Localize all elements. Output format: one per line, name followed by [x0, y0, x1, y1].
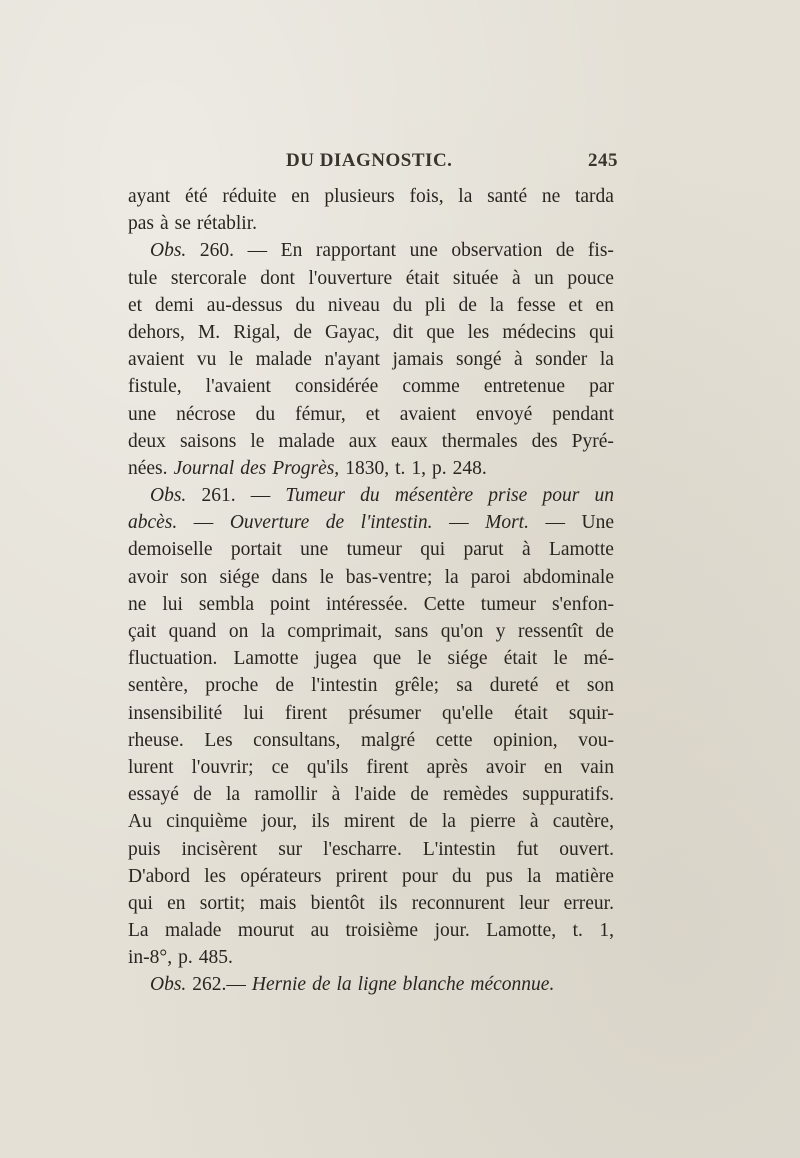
- word: prise: [488, 485, 528, 507]
- word: ils: [311, 811, 330, 833]
- word: intéressée.: [326, 593, 408, 615]
- word: tumeur: [346, 539, 402, 561]
- word: dans: [271, 566, 308, 588]
- word: Obs.: [150, 974, 187, 996]
- word: En: [280, 240, 303, 262]
- word: t.: [572, 920, 583, 942]
- word: fesse: [516, 294, 556, 316]
- word: au: [310, 920, 330, 942]
- word: malgré: [360, 729, 416, 751]
- word: rheuse.: [128, 729, 184, 751]
- word: rétablir.: [196, 213, 258, 235]
- text-line: [128, 319, 614, 346]
- word: cautère,: [552, 811, 614, 833]
- word: Tumeur: [285, 485, 345, 507]
- word: suppuratifs.: [522, 784, 614, 806]
- word: située: [452, 267, 499, 289]
- word: méconnue.: [470, 974, 555, 996]
- word: la: [444, 566, 459, 588]
- word: Ouverture: [229, 512, 310, 534]
- word: consultans,: [253, 729, 341, 751]
- word: bas-ventre;: [345, 566, 433, 588]
- word: qui: [420, 539, 446, 561]
- word: sur: [278, 838, 303, 860]
- word: de: [312, 974, 331, 996]
- word: n'ayant: [324, 349, 380, 371]
- word: aux: [348, 430, 377, 452]
- word: paroi: [470, 566, 511, 588]
- word: L'intestin: [422, 838, 496, 860]
- word: qui: [128, 892, 153, 914]
- word: —: [545, 512, 565, 534]
- word: quand: [168, 621, 217, 642]
- word: abdominale: [523, 566, 614, 588]
- word: l'intestin.: [360, 512, 433, 534]
- word: siége: [219, 566, 260, 588]
- word: Obs.: [150, 485, 187, 507]
- word: le: [417, 648, 432, 670]
- word: et: [365, 403, 380, 425]
- word: dehors,: [128, 321, 185, 343]
- word: Au: [128, 811, 152, 833]
- word: remèdes: [443, 784, 509, 806]
- word: été: [184, 186, 208, 207]
- word: du: [255, 403, 276, 425]
- word: point: [270, 593, 311, 615]
- word: parut: [463, 539, 504, 561]
- word: considérée: [294, 376, 379, 398]
- word: blanche: [402, 974, 465, 996]
- word: de: [275, 675, 294, 697]
- word: firent: [285, 702, 328, 724]
- word: t.: [395, 457, 406, 479]
- text-line: [128, 265, 614, 292]
- word: songé: [455, 349, 502, 371]
- word: vou-: [578, 729, 614, 751]
- word: en: [167, 892, 186, 914]
- word: Gayac,: [324, 321, 380, 343]
- text-line: [128, 944, 614, 971]
- word: lui: [243, 702, 264, 724]
- text-line: [128, 482, 614, 509]
- word: cette: [435, 729, 473, 751]
- word: le: [228, 349, 244, 371]
- word: avaient: [399, 403, 457, 425]
- text-line: [128, 536, 614, 563]
- word: Lamotte,: [486, 920, 557, 942]
- word: de: [193, 784, 212, 806]
- word: dit: [392, 321, 414, 343]
- text-line: [128, 727, 614, 754]
- word: à: [160, 213, 169, 235]
- word: par: [589, 376, 614, 398]
- word: Une: [581, 512, 614, 534]
- word: 261.: [201, 485, 236, 507]
- word: eaux: [390, 430, 428, 452]
- word: erreur.: [563, 892, 614, 914]
- word: la: [336, 974, 352, 996]
- word: matière: [555, 865, 614, 887]
- word: troisième: [345, 920, 419, 942]
- word: 1830,: [345, 457, 390, 479]
- word: comme: [402, 376, 460, 398]
- text-line: [128, 754, 614, 781]
- word: cinquième: [166, 811, 248, 833]
- word: présumer: [348, 702, 421, 724]
- word: de: [458, 294, 477, 316]
- word: demi: [154, 294, 194, 316]
- word: avaient: [128, 349, 185, 371]
- word: l'avaient: [205, 376, 271, 398]
- word: proche: [205, 675, 259, 697]
- word: La: [128, 920, 149, 942]
- word: une: [128, 403, 157, 425]
- word: la: [226, 784, 241, 806]
- word: fémur,: [295, 403, 346, 425]
- word: stercorale: [170, 267, 247, 289]
- word: à: [529, 811, 539, 833]
- word: deux: [128, 430, 166, 452]
- word: des: [531, 430, 558, 452]
- word: l'ouverture: [308, 267, 393, 289]
- word: du: [392, 294, 413, 316]
- word: saisons: [179, 430, 237, 452]
- word: 262.—: [192, 974, 246, 996]
- word: mirent: [344, 811, 395, 833]
- word: nées.: [128, 457, 168, 479]
- word: D'abord: [128, 865, 190, 887]
- word: mésentère: [394, 485, 474, 507]
- word: fis-: [587, 240, 614, 262]
- text-line: [128, 455, 614, 482]
- word: M.: [197, 321, 221, 343]
- word: ils: [379, 892, 398, 914]
- word: Les: [204, 729, 233, 751]
- word: jour,: [261, 811, 298, 833]
- word: et: [568, 294, 583, 316]
- word: demoiselle: [128, 539, 213, 561]
- word: fistule,: [128, 376, 182, 398]
- word: son: [180, 566, 208, 588]
- word: qu'elle: [441, 702, 494, 724]
- word: tumeur: [480, 593, 537, 615]
- word: la: [260, 621, 275, 642]
- word: sa: [456, 675, 473, 697]
- word: —: [247, 240, 268, 262]
- word: malade: [278, 430, 335, 452]
- word: après: [426, 756, 468, 778]
- word: avoir: [128, 566, 169, 588]
- word: mourut: [237, 920, 295, 942]
- word: Pyré-: [571, 430, 614, 452]
- text-line: [128, 971, 614, 998]
- word: sentère,: [128, 675, 189, 697]
- word: l'ouvrir;: [191, 756, 254, 778]
- word: fluctuation.: [128, 648, 218, 670]
- word: reconnurent: [411, 892, 505, 914]
- text-line: [128, 917, 614, 944]
- word: le: [319, 566, 334, 588]
- word: la: [599, 349, 614, 371]
- word: et: [555, 675, 570, 697]
- word: —: [193, 512, 214, 534]
- word: 1,: [599, 920, 614, 942]
- word: on: [228, 621, 249, 642]
- word: portait: [230, 539, 282, 561]
- text-line: [128, 618, 614, 645]
- word: s'enfon-: [551, 593, 614, 615]
- word: que: [426, 321, 455, 343]
- word: la: [527, 865, 542, 887]
- word: Hernie: [251, 974, 307, 996]
- text-line: [128, 401, 614, 428]
- text-line: [128, 700, 614, 727]
- word: qu'on: [440, 621, 484, 642]
- word: une: [409, 240, 438, 262]
- text-line: [128, 808, 614, 835]
- word: dureté: [489, 675, 539, 697]
- word: qui: [589, 321, 614, 343]
- word: pierre: [470, 811, 516, 833]
- word: du: [451, 865, 472, 887]
- word: thermales: [441, 430, 518, 452]
- word: rapportant: [315, 240, 397, 262]
- word: l'escharre.: [323, 838, 402, 860]
- word: 485.: [198, 947, 233, 969]
- word: observation: [451, 240, 543, 262]
- word: pouce: [567, 267, 614, 289]
- word: avoir: [485, 756, 526, 778]
- word: ne: [541, 186, 561, 207]
- word: malade: [165, 920, 222, 942]
- word: p.: [431, 457, 447, 479]
- word: en: [543, 756, 563, 778]
- word: les: [467, 321, 490, 343]
- body-text: [128, 183, 614, 999]
- word: çait: [128, 621, 157, 642]
- word: en: [291, 186, 310, 207]
- word: sembla: [198, 593, 255, 615]
- word: envoyé: [475, 403, 533, 425]
- word: entretenue: [483, 376, 566, 398]
- text-line: [128, 890, 614, 917]
- word: au-dessus: [206, 294, 283, 316]
- word: à: [521, 539, 531, 561]
- word: leur: [519, 892, 550, 914]
- running-header: [128, 150, 618, 178]
- word: des: [240, 457, 267, 479]
- word: de: [293, 321, 312, 343]
- text-line: [128, 836, 614, 863]
- word: vu: [196, 349, 217, 371]
- word: vain: [580, 756, 614, 778]
- word: pus: [485, 865, 513, 887]
- word: se: [174, 213, 191, 235]
- word: Lamotte: [548, 539, 614, 561]
- word: pendant: [552, 403, 614, 425]
- text-line: [128, 373, 614, 400]
- word: l'aide: [354, 784, 397, 806]
- word: pour: [401, 865, 438, 887]
- word: réduite: [222, 186, 277, 207]
- word: lurent: [128, 756, 174, 778]
- word: de: [325, 512, 345, 534]
- word: 248.: [452, 457, 487, 479]
- word: bientôt: [310, 892, 365, 914]
- page-number: 245: [588, 150, 618, 171]
- text-line: [128, 672, 614, 699]
- word: y: [495, 621, 506, 642]
- word: à: [331, 784, 341, 806]
- word: la: [489, 294, 504, 316]
- word: lui: [162, 593, 183, 615]
- word: de: [409, 811, 428, 833]
- text-line: [128, 781, 614, 808]
- word: son: [586, 675, 614, 697]
- word: de: [410, 784, 429, 806]
- word: à: [514, 349, 523, 371]
- word: 1,: [411, 457, 426, 479]
- word: de: [595, 621, 614, 642]
- text-line: [128, 509, 614, 536]
- word: in-8°,: [128, 947, 173, 969]
- word: opérateurs: [240, 865, 322, 887]
- word: le: [250, 430, 265, 452]
- word: firent: [366, 756, 409, 778]
- word: puis: [128, 838, 161, 860]
- word: sonder: [535, 349, 588, 371]
- word: jamais: [392, 349, 444, 371]
- word: était: [503, 648, 538, 670]
- word: 260.: [199, 240, 234, 262]
- word: l'intestin: [311, 675, 378, 697]
- word: Obs.: [150, 240, 187, 262]
- word: nécrose: [176, 403, 236, 425]
- word: —: [250, 485, 271, 507]
- running-title: DU DIAGNOSTIC.: [286, 150, 453, 171]
- word: siége: [447, 648, 488, 670]
- text-line: [128, 237, 614, 264]
- word: et: [128, 294, 143, 316]
- word: mais: [259, 892, 297, 914]
- word: ouvert.: [559, 838, 614, 860]
- text-line: [128, 292, 614, 319]
- word: sortit;: [199, 892, 246, 914]
- word: malade: [255, 349, 312, 371]
- word: la: [441, 811, 456, 833]
- word: un: [534, 267, 554, 289]
- word: p.: [178, 947, 193, 969]
- word: santé: [487, 186, 528, 207]
- text-line: [128, 183, 614, 210]
- word: Lamotte: [233, 648, 299, 670]
- word: qu'ils: [306, 756, 349, 778]
- word: comprimait,: [287, 621, 383, 642]
- word: —: [449, 512, 469, 534]
- word: Mort.: [485, 512, 529, 534]
- word: du: [360, 485, 380, 507]
- word: tule: [128, 267, 158, 289]
- word: un: [594, 485, 614, 507]
- word: du: [295, 294, 315, 316]
- word: ressentît: [518, 621, 584, 642]
- word: prirent: [335, 865, 388, 887]
- word: pas: [128, 213, 154, 235]
- word: grêle;: [394, 675, 440, 697]
- text-line: [128, 346, 614, 373]
- word: pour: [542, 485, 580, 507]
- text-line: [128, 210, 614, 237]
- word: fut: [516, 838, 539, 860]
- text-line: [128, 863, 614, 890]
- word: à: [512, 267, 521, 289]
- word: que: [373, 648, 402, 670]
- word: Rigal,: [233, 321, 281, 343]
- word: tarda: [574, 186, 614, 207]
- word: pli: [425, 294, 446, 316]
- word: était: [514, 702, 548, 724]
- word: incisèrent: [181, 838, 258, 860]
- word: fois,: [409, 186, 444, 207]
- word: abcès.: [128, 512, 178, 534]
- word: jugea: [314, 648, 357, 670]
- word: opinion,: [493, 729, 558, 751]
- text-line: [128, 645, 614, 672]
- word: Journal: [173, 457, 235, 479]
- word: médecins: [502, 321, 576, 343]
- word: ramollir: [254, 784, 318, 806]
- text-line: [128, 564, 614, 591]
- text-line: [128, 428, 614, 455]
- word: niveau: [327, 294, 380, 316]
- text-line: [128, 591, 614, 618]
- word: était: [405, 267, 440, 289]
- word: la: [458, 186, 473, 207]
- word: essayé: [128, 784, 179, 806]
- word: ce: [271, 756, 289, 778]
- word: dont: [260, 267, 295, 289]
- word: sans: [394, 621, 429, 642]
- word: insensibilité: [128, 702, 223, 724]
- word: jour.: [434, 920, 470, 942]
- word: ayant: [128, 186, 171, 207]
- word: ne: [128, 593, 147, 615]
- word: plusieurs: [324, 186, 395, 207]
- word: Cette: [423, 593, 465, 615]
- word: de: [555, 240, 575, 262]
- word: ligne: [357, 974, 397, 996]
- word: en: [595, 294, 614, 316]
- word: une: [300, 539, 329, 561]
- word: Progrès,: [272, 457, 340, 479]
- word: les: [204, 865, 226, 887]
- word: le: [553, 648, 568, 670]
- word: mé-: [583, 648, 614, 670]
- word: squir-: [568, 702, 614, 724]
